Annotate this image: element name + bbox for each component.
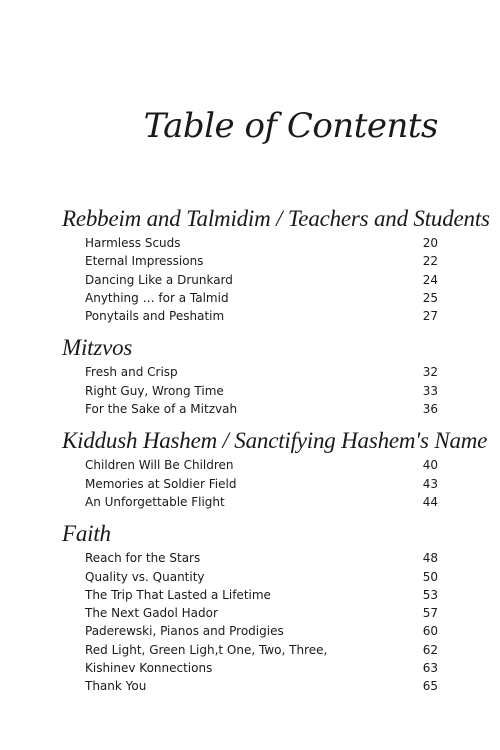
entry-list	[85, 456, 438, 519]
entry-title: Quality vs. Quantity	[85, 569, 205, 584]
toc-entry	[85, 289, 438, 307]
table-of-contents	[62, 204, 490, 704]
section-heading: Mitzvos	[62, 335, 133, 361]
entry-page-number: 48	[422, 551, 438, 566]
toc-entry	[85, 252, 438, 270]
toc-entry	[85, 604, 438, 622]
entry-title: Red Light, Green Ligh,t One, Two, Three,	[85, 642, 328, 657]
entry-title: The Next Gadol Hador	[85, 606, 218, 621]
toc-section-kiddush-hashem	[62, 426, 488, 519]
toc-entry	[85, 307, 438, 325]
toc-entry	[85, 234, 438, 252]
entry-title: Children Will Be Children	[85, 458, 234, 473]
entry-page-number: 60	[422, 624, 438, 639]
entry-page-number: 65	[422, 679, 438, 694]
entry-title: The Trip That Lasted a Lifetime	[85, 587, 271, 602]
toc-section-teachers-and-students	[62, 204, 490, 333]
entry-page-number: 32	[422, 365, 438, 380]
entry-list	[85, 363, 438, 426]
toc-entry	[85, 659, 438, 677]
entry-page-number: 43	[422, 476, 438, 491]
entry-title: Memories at Soldier Field	[85, 476, 237, 491]
entry-title: An Unforgettable Flight	[85, 494, 225, 509]
toc-entry	[85, 363, 438, 381]
toc-entry	[85, 382, 438, 400]
section-heading: Rebbeim and Talmidim / Teachers and Students	[62, 206, 490, 231]
entry-title: Dancing Like a Drunkard	[85, 272, 233, 287]
entry-title: Paderewski, Pianos and Prodigies	[85, 624, 284, 639]
toc-entry	[85, 677, 438, 695]
toc-entry	[85, 549, 438, 567]
toc-entry	[85, 493, 438, 511]
entry-title: Right Guy, Wrong Time	[85, 383, 224, 398]
entry-title: Ponytails and Peshatim	[85, 309, 225, 324]
entry-page-number: 22	[422, 254, 438, 269]
toc-entry	[85, 622, 438, 640]
entry-page-number: 36	[422, 402, 438, 417]
entry-title: Thank You	[85, 679, 147, 694]
toc-entry	[85, 586, 438, 604]
toc-entry	[85, 568, 438, 586]
entry-title: Harmless Scuds	[85, 236, 181, 250]
toc-entry	[85, 475, 438, 493]
entry-page-number: 33	[422, 383, 438, 398]
entry-list	[85, 549, 438, 703]
entry-page-number: 44	[422, 494, 438, 509]
entry-page-number: 20	[422, 236, 438, 250]
entry-list	[85, 234, 438, 333]
section-heading: Faith	[62, 521, 111, 547]
entry-title: Kishinev Konnections	[85, 661, 213, 676]
entry-title: Reach for the Stars	[85, 551, 201, 566]
entry-title: For the Sake of a Mitzvah	[85, 402, 238, 417]
toc-section-mitzvos	[62, 333, 438, 426]
entry-page-number: 24	[422, 272, 438, 287]
entry-title: Anything … for a Talmid	[85, 290, 229, 305]
toc-entry	[85, 456, 438, 474]
entry-page-number: 63	[422, 661, 438, 676]
toc-entry	[85, 271, 438, 289]
entry-page-number: 27	[422, 309, 438, 324]
entry-title: Fresh and Crisp	[85, 365, 178, 380]
entry-page-number: 40	[422, 458, 438, 473]
entry-title: Eternal Impressions	[85, 254, 204, 269]
section-heading: Kiddush Hashem / Sanctifying Hashem's Name	[62, 428, 488, 454]
page-title: Table of Contents	[143, 106, 438, 146]
toc-section-faith	[62, 519, 438, 703]
toc-entry	[85, 641, 438, 659]
entry-page-number: 25	[422, 290, 438, 305]
entry-page-number: 53	[422, 587, 438, 602]
entry-page-number: 57	[422, 606, 438, 621]
entry-page-number: 50	[422, 569, 438, 584]
entry-page-number: 62	[422, 642, 438, 657]
toc-entry	[85, 400, 438, 418]
